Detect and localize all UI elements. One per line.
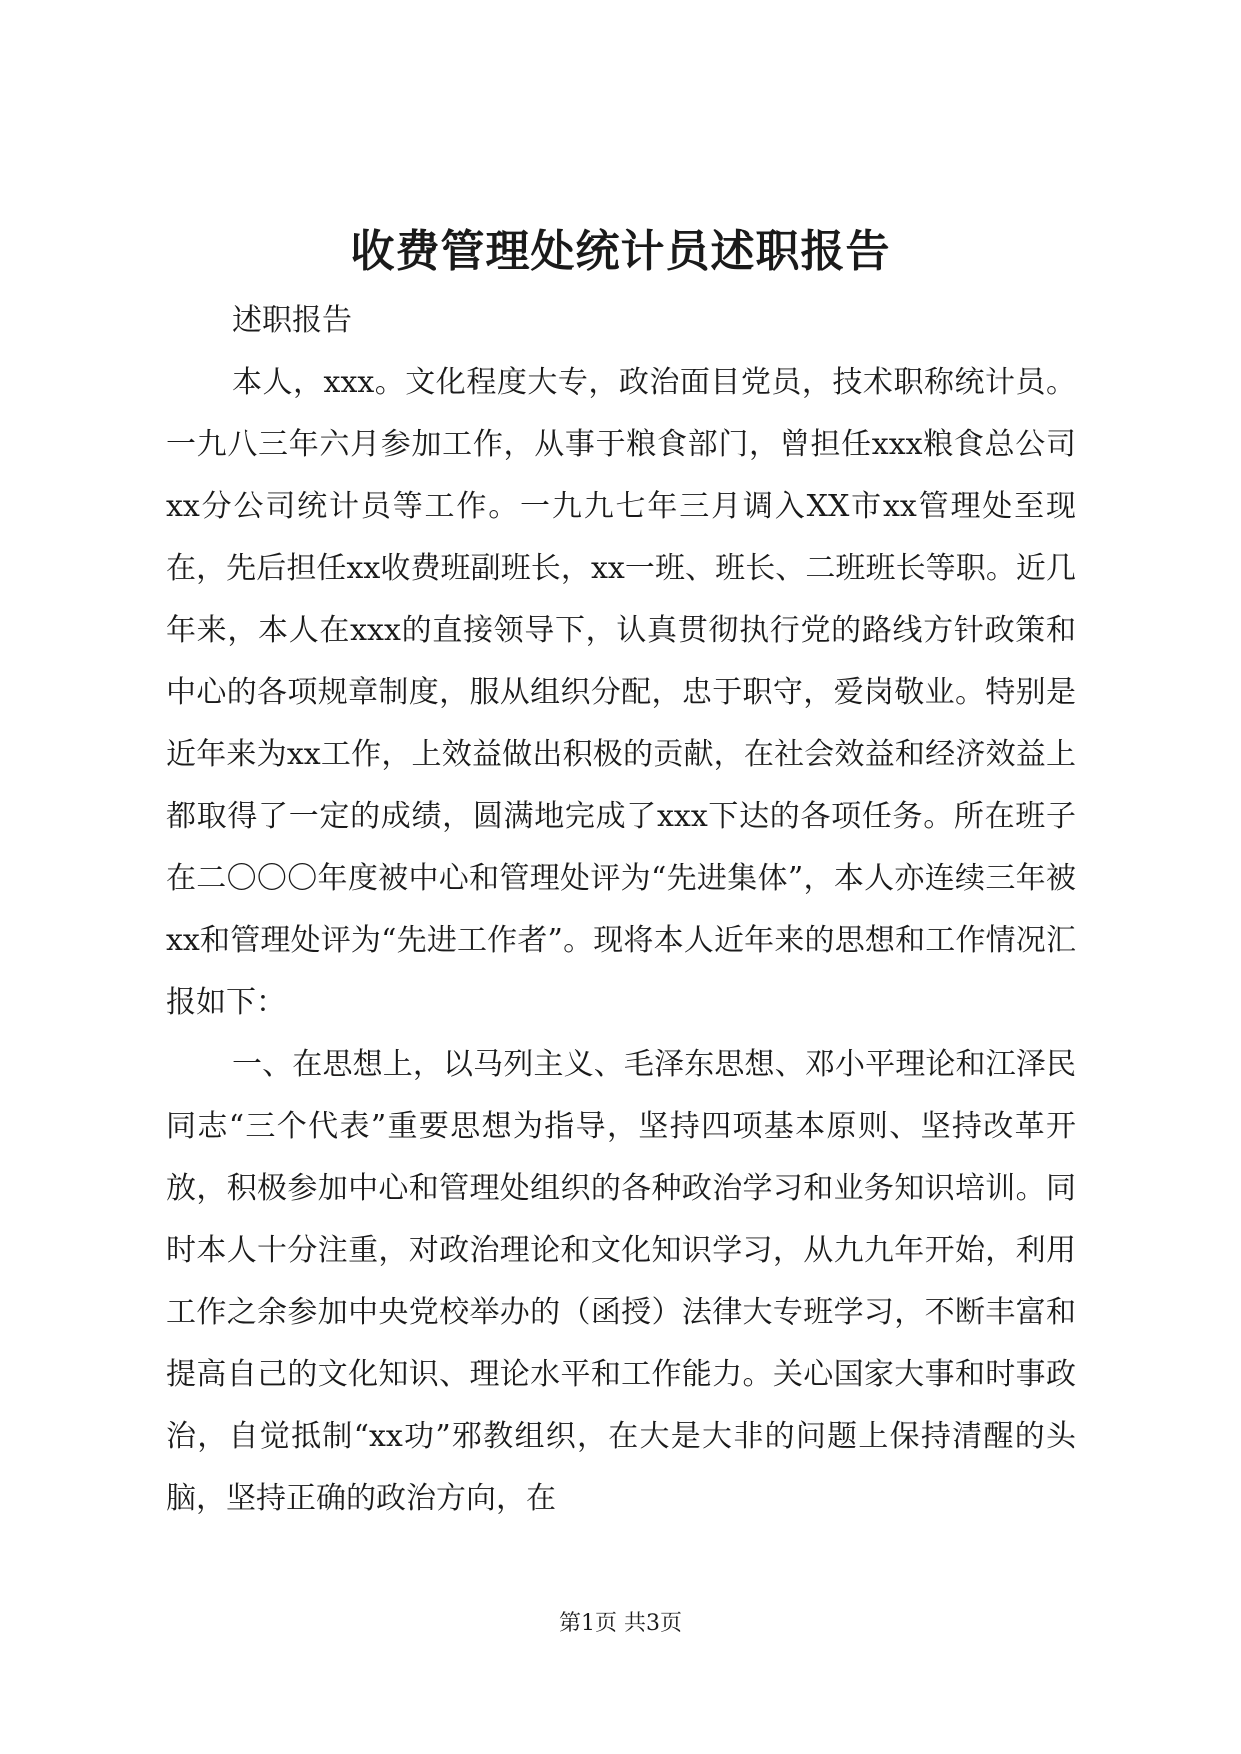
paragraph-section-one: 一、在思想上，以马列主义、毛泽东思想、邓小平理论和江泽民同志“三个代表”重要思想为指导，坚持四项基本原则、坚持改革开放，积极参加中心和管理处组织的各种政治学习和业务知识培训。同时本人十分注重，对政治理论和文化知识学习，从九九年开始，利用工作之余参加中央党校举办的（函授）法律大专班学习，不断丰富和提高自己的文化知识、理论水平和工作能力。关心国家大事和时事政治，自觉抵制“xx功”邪教组织，在大是大非的问题上保持清醒的头脑，坚持正确的政治方向，在	[166, 1047, 1076, 1516]
paragraph-heading: 述职报告	[232, 303, 352, 338]
document-body	[166, 290, 1076, 1530]
paragraph-introduction: 本人，xxx。文化程度大专，政治面目党员，技术职称统计员。一九八三年六月参加工作，从事于粮食部门，曾担任xxx粮食总公司xx分公司统计员等工作。一九九七年三月调入XX市xx管理处至现在，先后担任xx收费班副班长，xx一班、班长、二班班长等职。近几年来，本人在xxx的直接领导下，认真贯彻执行党的路线方针政策和中心的各项规章制度，服从组织分配，忠于职守，爱岗敬业。特别是近年来为xx工作，上效益做出积极的贡献，在社会效益和经济效益上都取得了一定的成绩，圆满地完成了xxx下达的各项任务。所在班子在二〇〇〇年度被中心和管理处评为“先进集体”，本人亦连续三年被xx和管理处评为“先进工作者”。现将本人近年来的思想和工作情况汇报如下：	[166, 365, 1076, 1020]
page-number-footer: 第1页 共3页	[559, 1611, 682, 1636]
document-title: 收费管理处统计员述职报告	[350, 226, 891, 277]
